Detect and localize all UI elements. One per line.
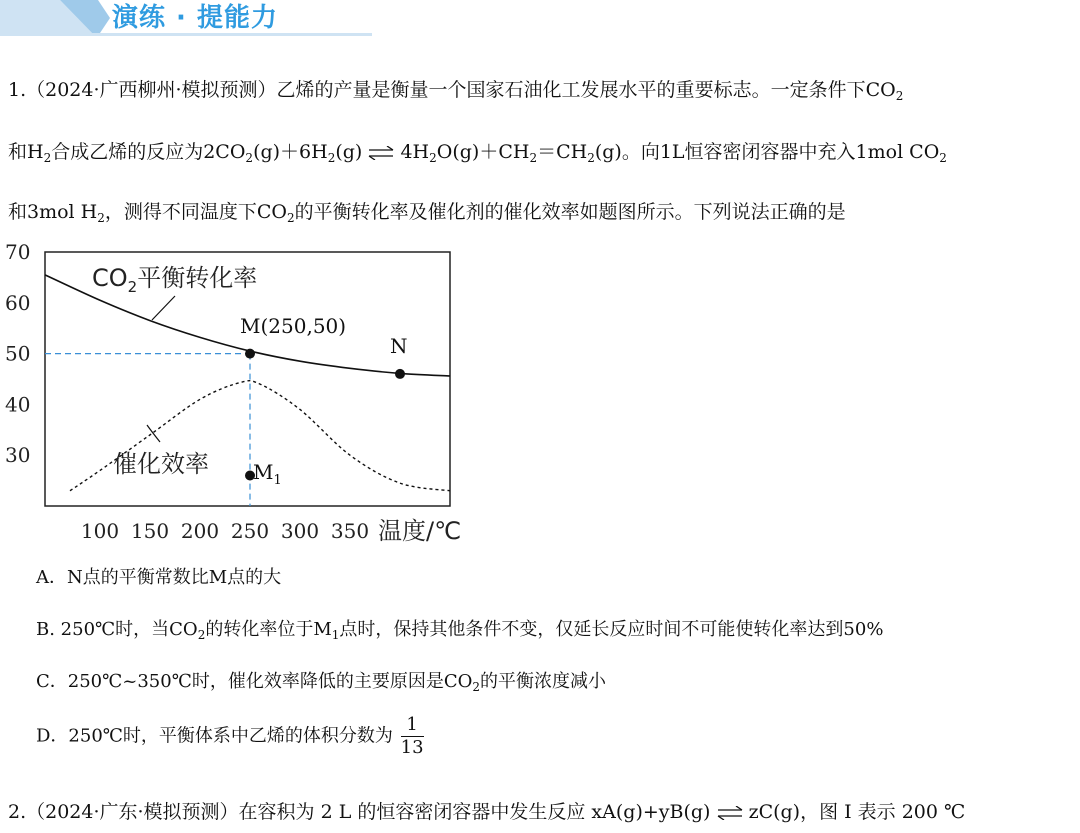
subscript: 2 — [529, 151, 538, 165]
point-label-m1: $M_1$ — [253, 460, 282, 488]
q1-text: 合成乙烯的反应为2CO — [51, 141, 246, 163]
series-label-leader-co2 — [152, 296, 175, 320]
subscript: 2 — [429, 151, 437, 165]
q1-text: O(g)＋CH — [436, 141, 530, 163]
fraction-denominator: 13 — [400, 737, 424, 758]
fraction-numerator: 1 — [401, 714, 424, 737]
series-label-co2: $CO_2$平衡转化率 — [92, 264, 258, 296]
q1-text: 4H — [400, 141, 430, 163]
y-tick-label: 40 — [5, 392, 31, 417]
option-c-text: 的平衡浓度减小 — [480, 671, 607, 692]
question-2-line-1 — [8, 798, 965, 826]
series-label-leader-efficiency — [147, 425, 160, 442]
q1-text: 的平衡转化率及催化剂的催化效率如题图所示。下列说法正确的是 — [294, 201, 846, 223]
option-b-text: 点时，保持其他条件不变，仅延长反应时间不可能使转化率达到50% — [339, 619, 884, 640]
question-1-line-2 — [8, 138, 947, 172]
q1-text: ，测得不同温度下CO — [104, 201, 287, 223]
option-b-text: 的转化率位于M — [205, 619, 332, 640]
q2-text: 2.（2024·广东·模拟预测）在容积为 2 L 的恒容密闭容器中发生反应 xA(g)+yB(g) — [8, 801, 711, 823]
q1-text: (g) — [335, 141, 363, 163]
q1-text: 和H — [8, 141, 44, 163]
option-c[interactable] — [36, 668, 606, 701]
option-b[interactable] — [36, 616, 883, 649]
x-tick-label: 300 — [280, 519, 320, 543]
fraction — [401, 714, 424, 759]
x-tick-label: 350 — [330, 519, 370, 543]
subscript: 2 — [472, 680, 481, 694]
y-tick-label: 60 — [5, 290, 31, 315]
subscript: 1 — [331, 628, 340, 642]
section-header — [0, 0, 372, 36]
point-label-n: N — [390, 334, 408, 358]
x-tick-label: 200 — [180, 519, 220, 543]
option-c-text: C．250℃~350℃时，催化效率降低的主要原因是CO — [36, 671, 473, 692]
q1-text: (g)。向1L恒容密闭容器中充入1mol CO — [594, 141, 940, 163]
q1-text: 1.（2024·广西柳州·模拟预测）乙烯的产量是衡量一个国家石油化工发展水平的重要标志。一定条件下CO — [8, 79, 896, 101]
conversion-efficiency-chart — [0, 236, 480, 554]
subscript: 2 — [895, 89, 904, 103]
subscript: 2 — [939, 151, 947, 165]
subscript: 2 — [327, 151, 336, 165]
point-label-m: M(250,50) — [240, 314, 347, 338]
option-d[interactable] — [36, 714, 424, 759]
x-tick-label: 150 — [130, 519, 170, 543]
series-label-efficiency: 催化效率 — [113, 450, 209, 478]
option-d-text: D．250℃时，平衡体系中乙烯的体积分数为 — [36, 725, 393, 747]
subscript: 2 — [587, 151, 595, 165]
subscript: 2 — [287, 211, 295, 225]
q2-text: zC(g)，图 I 表示 200 ℃ — [748, 801, 966, 823]
subscript: 2 — [197, 628, 206, 642]
y-tick-label: 50 — [5, 341, 31, 366]
equilibrium-arrow-icon — [717, 806, 743, 820]
question-1-line-3 — [8, 198, 846, 232]
section-title: 演练 · 提能力 — [112, 3, 278, 33]
option-b-text: B. 250℃时，当CO — [36, 619, 198, 640]
data-point-n — [395, 369, 405, 379]
q1-text: (g)＋6H — [253, 141, 328, 163]
subscript: 2 — [245, 151, 254, 165]
q1-text: ＝CH — [537, 141, 588, 163]
equilibrium-arrow-icon — [368, 146, 394, 160]
x-tick-label: 100 — [80, 519, 120, 543]
option-a-text: A．N点的平衡常数比M点的大 — [36, 567, 282, 588]
subscript: 2 — [97, 211, 105, 225]
option-a[interactable] — [36, 564, 281, 592]
q1-text: 和3mol H — [8, 201, 98, 223]
question-1-line-1 — [8, 76, 903, 110]
x-axis-label: 温度/℃ — [378, 517, 462, 545]
y-tick-label: 70 — [5, 240, 31, 264]
y-tick-label: 30 — [5, 443, 31, 468]
x-tick-label: 250 — [230, 519, 270, 543]
subscript: 2 — [43, 151, 52, 165]
data-point-m — [245, 349, 255, 359]
